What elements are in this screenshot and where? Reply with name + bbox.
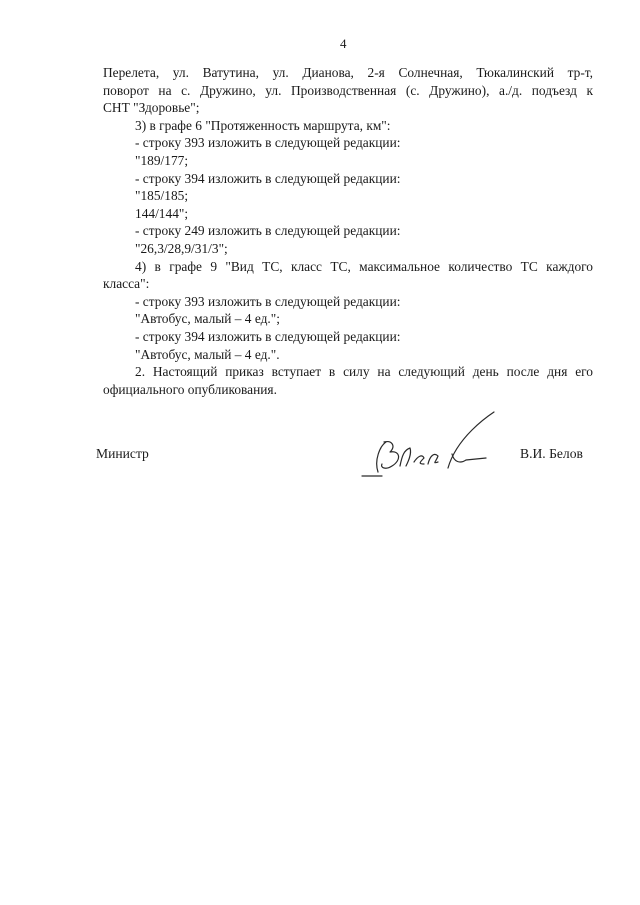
text-line: официального опубликования. bbox=[103, 381, 277, 397]
signature-block bbox=[96, 440, 596, 500]
text-line: поворот на с. Дружино, ул. Производственная (с. Дружино), а./д. подъезд к bbox=[103, 82, 593, 98]
text-line: "26,3/28,9/31/3"; bbox=[135, 240, 228, 256]
handwritten-signature bbox=[356, 402, 506, 482]
text-line: 2. Настоящий приказ вступает в силу на следующий день после дня его bbox=[135, 364, 593, 380]
text-line: Перелета, ул. Ватутина, ул. Дианова, 2-я Солнечная, Тюкалинский тр-т, bbox=[103, 65, 593, 80]
text-line: класса": bbox=[103, 276, 150, 292]
text-line: "189/177; bbox=[135, 152, 189, 168]
page-number: 4 bbox=[340, 36, 347, 51]
text-line: - строку 394 изложить в следующей редакции: bbox=[135, 170, 401, 186]
text-line: "Автобус, малый – 4 ед."; bbox=[135, 311, 280, 327]
text-line: 4) в графе 9 "Вид ТС, класс ТС, максимальное количество ТС каждого bbox=[135, 258, 593, 274]
document-body bbox=[103, 64, 593, 398]
signatory-title: Министр bbox=[96, 446, 149, 461]
text-line: 3) в графе 6 "Протяженность маршрута, км": bbox=[135, 117, 391, 133]
text-line: - строку 249 изложить в следующей редакции: bbox=[135, 223, 401, 239]
text-line: - строку 394 изложить в следующей редакции: bbox=[135, 328, 401, 344]
text-line: СНТ "Здоровье"; bbox=[103, 100, 200, 116]
text-line: - строку 393 изложить в следующей редакции: bbox=[135, 293, 401, 309]
text-line: "185/185; bbox=[135, 188, 189, 204]
text-line: "Автобус, малый – 4 ед.". bbox=[135, 346, 280, 362]
text-line: - строку 393 изложить в следующей редакции: bbox=[135, 135, 401, 151]
text-line: 144/144"; bbox=[135, 205, 189, 221]
signatory-name: В.И. Белов bbox=[520, 446, 583, 461]
